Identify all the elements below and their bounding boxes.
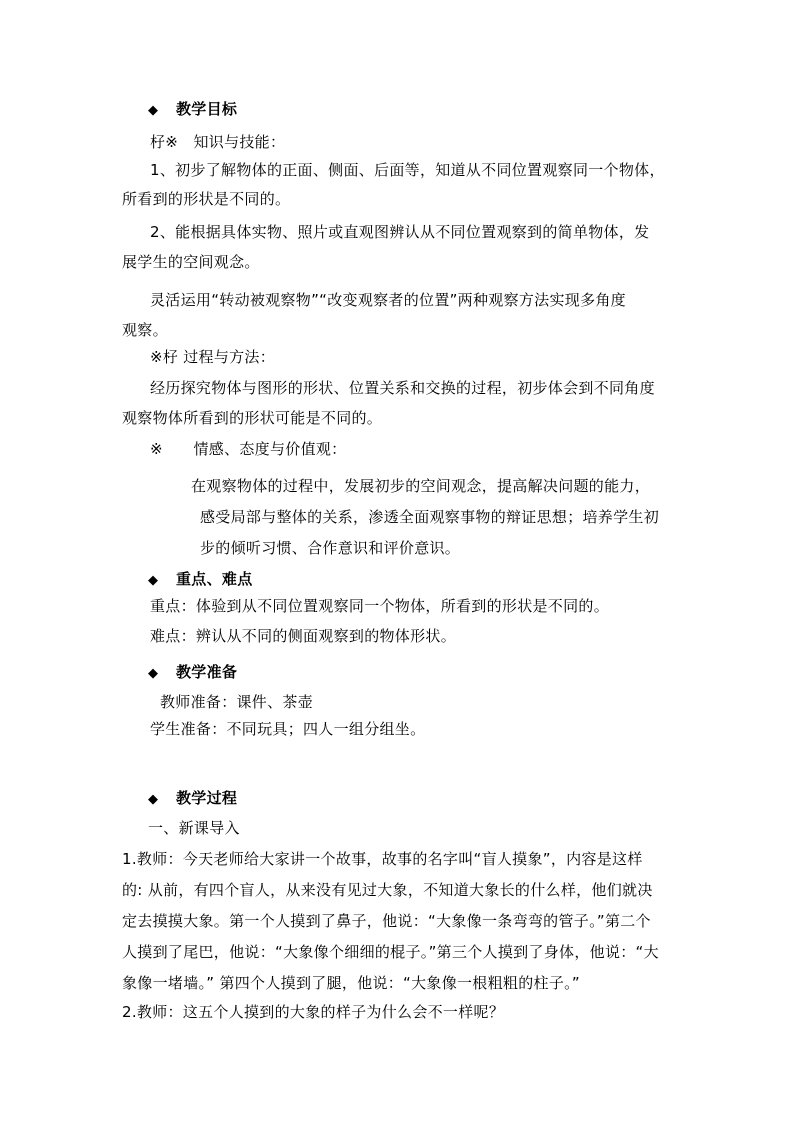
paragraph1-line1: 1.教师：今天老师给大家讲一个故事，故事的名字叫“盲人摸象”，内容是这样 <box>122 850 643 868</box>
section-new-lesson: 一、新课导入 <box>148 819 240 837</box>
flexible-line2: 观察。 <box>122 321 168 339</box>
objectives-heading-text: 教学目标 <box>176 100 238 118</box>
key-points-heading <box>148 569 253 591</box>
paragraph1-line2: 的: 从前，有四个盲人，从来没有见过大象，不知道大象长的什么样，他们就决 <box>122 881 653 899</box>
process-method-line1: 经历探究物体与图形的形状、位置关系和交换的过程，初步体会到不同角度 <box>150 379 655 397</box>
diamond-bullet-icon: ◆ <box>148 573 159 588</box>
process-heading <box>148 788 237 810</box>
knowledge-heading: 杍※ 知识与技能： <box>150 133 286 151</box>
process-method-line2: 观察物体所看到的形状可能是不同的。 <box>122 409 383 427</box>
preparation-heading-text: 教学准备 <box>176 663 238 681</box>
knowledge-item1-line1: 1、初步了解物体的正面、侧面、后面等，知道从不同位置观察同一个物体， <box>150 161 665 179</box>
knowledge-item2-line1: 2、能根据具体实物、照片或直观图辨认从不同位置观察到的简单物体，发 <box>150 223 650 241</box>
difficult-point-text: 难点：辨认从不同的侧面观察到的物体形状。 <box>150 627 457 645</box>
emotion-heading: ※ 情感、态度与价值观： <box>150 440 347 458</box>
paragraph1-line4: 人摸到了尾巴，他说：“大象像个细细的棍子。”第三个人摸到了身体，他说：“大 <box>122 943 659 961</box>
paragraph1-line5: 象像一堵墙。” 第四个人摸到了腿，他说：“大象像一根粗粗的柱子。” <box>122 974 580 992</box>
teacher-preparation: 教师准备：课件、茶壶 <box>160 693 314 711</box>
emotion-line1: 在观察物体的过程中，发展初步的空间观念，提高解决问题的能力， <box>191 477 651 495</box>
knowledge-item2-line2: 展学生的空间观念。 <box>122 253 260 271</box>
diamond-bullet-icon: ◆ <box>148 103 159 118</box>
key-point-text: 重点：体验到从不同位置观察同一个物体，所看到的形状是不同的。 <box>150 597 610 615</box>
flexible-line1: 灵活运用“转动被观察物”“改变观察者的位置”两种观察方法实现多角度 <box>150 291 626 309</box>
paragraph2: 2.教师：这五个人摸到的大象的样子为什么会不一样呢？ <box>122 1003 505 1021</box>
paragraph1-line3: 定去摸摸大象。第一个人摸到了鼻子，他说：“大象像一条弯弯的管子。”第二个 <box>122 912 651 930</box>
student-preparation: 学生准备：不同玩具；四人一组分组坐。 <box>150 720 426 738</box>
emotion-line2: 感受局部与整体的关系，渗透全面观察事物的辩证思想；培养学生初 <box>200 508 660 526</box>
diamond-bullet-icon: ◆ <box>148 792 159 807</box>
emotion-line3: 步的倾听习惯、合作意识和评价意识。 <box>200 539 461 557</box>
knowledge-item1-line2: 所看到的形状是不同的。 <box>122 190 291 208</box>
preparation-heading <box>148 662 237 684</box>
process-method-heading: ※杍 过程与方法： <box>150 348 276 366</box>
diamond-bullet-icon: ◆ <box>148 666 159 681</box>
objectives-heading <box>148 99 237 121</box>
key-points-heading-text: 重点、难点 <box>176 570 253 588</box>
process-heading-text: 教学过程 <box>176 789 238 807</box>
